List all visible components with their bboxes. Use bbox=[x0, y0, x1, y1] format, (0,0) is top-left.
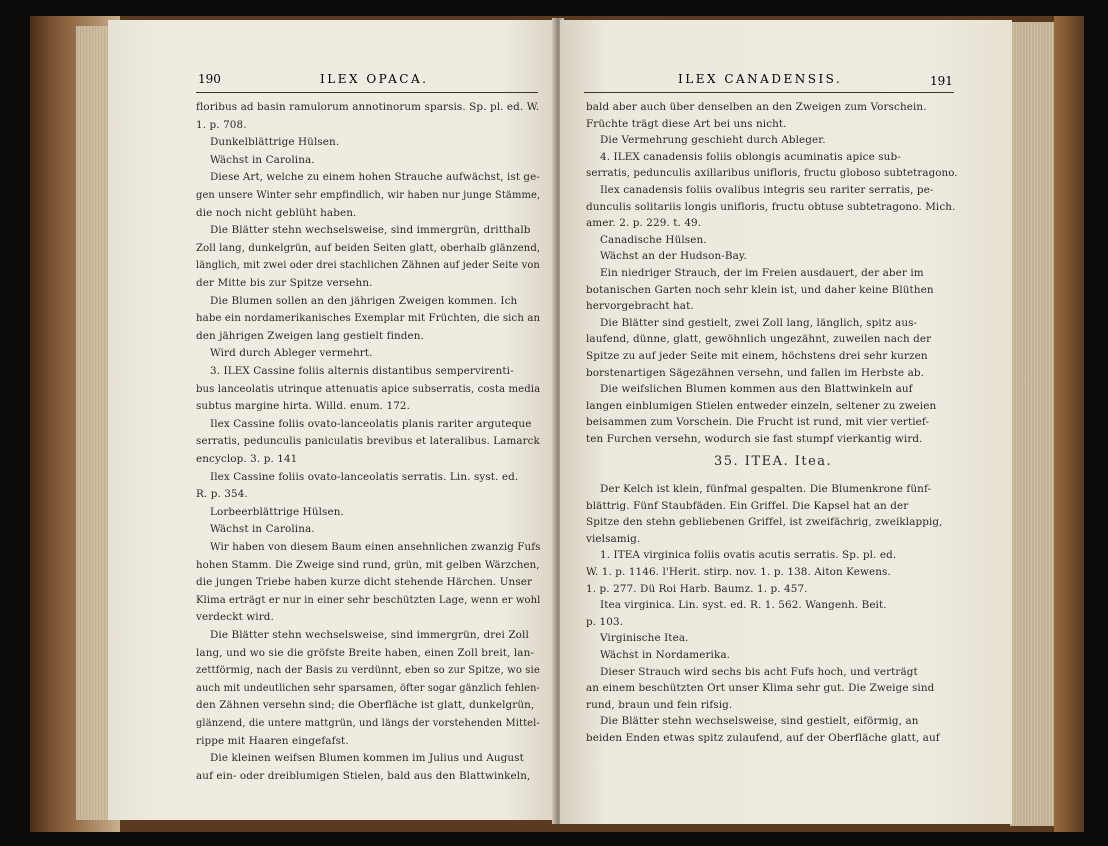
text-line: Die kleinen weifsen Blumen kommen im Julius und August bbox=[210, 752, 524, 765]
text-line: Wird durch Ableger vermehrt. bbox=[210, 347, 373, 360]
text-line: Ilex canadensis foliis ovalibus integris seu rariter serratis, pe- bbox=[600, 184, 934, 196]
text-line: hervorgebracht hat. bbox=[586, 300, 694, 313]
text-line: der Mitte bis zur Spitze versehn. bbox=[196, 277, 373, 289]
text-line: Die Blätter stehn wechselsweise, sind immergrün, drei Zoll bbox=[210, 629, 529, 641]
text-line: beisammen zum Vorschein. Die Frucht ist rund, mit vier vertief- bbox=[586, 416, 930, 429]
text-line: auf ein- oder dreiblumigen Stielen, bald aus den Blattwinkeln, bbox=[196, 769, 531, 782]
text-line: Ein niedriger Strauch, der im Freien ausdauert, der aber im bbox=[600, 267, 924, 279]
text-line: hohen Stamm. Die Zweige sind rund, grün, mit gelben Wärzchen, bbox=[196, 558, 540, 571]
left-page-number: 190 bbox=[198, 72, 221, 86]
text-line: laufend, dünne, glatt, gewöhnlich ungezähnt, zuweilen nach der bbox=[586, 333, 932, 346]
text-line: Die Blätter stehn wechselsweise, sind immergrün, dritthalb bbox=[210, 224, 531, 237]
text-line: 1. p. 708. bbox=[196, 118, 247, 131]
text-line: 3. ILEX Cassine foliis alternis distantibus sempervirenti- bbox=[210, 365, 514, 377]
section-heading: 35. ITEA. Itea. bbox=[714, 454, 833, 469]
text-line: W. 1. p. 1146. l'Herit. stirp. nov. 1. p. 138. Aiton Kewens. bbox=[586, 566, 891, 578]
text-line: serratis, pedunculis paniculatis brevibus et lateralibus. Lamarck bbox=[196, 435, 540, 448]
text-line: subtus margine hirta. Willd. enum. 172. bbox=[196, 400, 411, 413]
text-line: Wächst in Carolina. bbox=[210, 523, 315, 536]
text-line: zettförmig, nach der Basis zu verdünnt, eben so zur Spitze, wo sie bbox=[196, 664, 540, 677]
text-line: botanischen Garten noch sehr klein ist, und daher keine Blüthen bbox=[586, 283, 934, 296]
text-line: encyclop. 3. p. 141 bbox=[196, 453, 298, 465]
text-line: Ilex Cassine foliis ovato-lanceolatis serratis. Lin. syst. ed. bbox=[210, 470, 519, 483]
text-line: 1. ITEA virginica foliis ovatis acutis serratis. Sp. pl. ed. bbox=[600, 549, 897, 562]
text-line: den Zähnen versehn sind; die Oberfläche ist glatt, dunkelgrün, bbox=[196, 699, 535, 712]
left-running-title: ILEX OPACA. bbox=[320, 72, 429, 86]
text-line: Die Blumen sollen an den jährigen Zweigen kommen. Ich bbox=[210, 294, 518, 307]
text-line: Die weifslichen Blumen kommen aus den Blattwinkeln auf bbox=[600, 383, 913, 396]
book-cover-right bbox=[1054, 16, 1084, 832]
text-line: ten Furchen versehn, wodurch sie fast stumpf vierkantig wird. bbox=[586, 433, 923, 445]
text-line: Wächst in Nordamerika. bbox=[600, 649, 731, 661]
text-line: bald aber auch über denselben an den Zweigen zum Vorschein. bbox=[586, 101, 927, 113]
text-line: Dieser Strauch wird sechs bis acht Fufs hoch, und verträgt bbox=[600, 665, 918, 678]
right-running-title: ILEX CANADENSIS. bbox=[678, 72, 843, 86]
text-line: vielsamig. bbox=[586, 532, 641, 545]
text-line: Wächst in Carolina. bbox=[210, 153, 315, 166]
text-line: langen einblumigen Stielen entweder einzeln, seltener zu zweien bbox=[586, 399, 937, 412]
text-line: dunculis solitariis longis unifloris, fructu obtuse subtetragono. Mich. bbox=[586, 200, 956, 213]
text-line: Die Vermehrung geschieht durch Ableger. bbox=[600, 134, 826, 147]
right-page bbox=[560, 20, 1012, 824]
text-line: Der Kelch ist klein, fünfmal gespalten. Die Blumenkrone fünf- bbox=[600, 483, 932, 495]
text-line: Ilex Cassine foliis ovato-lanceolatis planis rariter arguteque bbox=[210, 417, 532, 430]
text-line: Die Blätter sind gestielt, zwei Zoll lang, länglich, spitz aus- bbox=[600, 316, 918, 329]
text-line: Itea virginica. Lin. syst. ed. R. 1. 562. Wangenh. Beit. bbox=[600, 599, 887, 612]
text-line: rund, braun und fein rifsig. bbox=[586, 698, 733, 711]
text-line: die noch nicht geblüht haben. bbox=[196, 206, 357, 219]
text-line: p. 103. bbox=[586, 615, 624, 628]
text-line: lang, und wo sie die gröfste Breite haben, einen Zoll breit, lan- bbox=[196, 646, 534, 659]
left-page bbox=[108, 20, 556, 820]
text-line: glänzend, die untere mattgrün, und längs der vorstehenden Mittel- bbox=[196, 717, 540, 729]
text-line: serratis, pedunculis axillaribus unifloris, fructu globoso subtetragono. bbox=[586, 167, 958, 180]
text-line: borstenartigen Sägezähnen versehn, und fallen im Herbste ab. bbox=[586, 366, 925, 379]
text-line: Früchte trägt diese Art bei uns nicht. bbox=[586, 117, 787, 130]
text-line: gen unsere Winter sehr empfindlich, wir haben nur junge Stämme, bbox=[196, 189, 541, 201]
text-line: 1. p. 277. Dü Roi Harb. Baumz. 1. p. 457. bbox=[586, 582, 808, 595]
text-line: Dunkelblättrige Hülsen. bbox=[210, 136, 340, 149]
text-line: den jährigen Zweigen lang gestielt finden. bbox=[196, 329, 424, 342]
right-header-rule bbox=[584, 92, 954, 93]
text-line: Canadische Hülsen. bbox=[600, 233, 707, 246]
text-line: bus lanceolatis utrinque attenuatis apice subserratis, costa media bbox=[196, 382, 541, 395]
text-line: Wir haben von diesem Baum einen ansehnlichen zwanzig Fufs bbox=[210, 541, 541, 553]
text-line: Die Blätter stehn wechselsweise, sind gestielt, eiförmig, an bbox=[600, 715, 919, 728]
text-line: blättrig. Fünf Staubfäden. Ein Griffel. Die Kapsel hat an der bbox=[586, 499, 909, 512]
text-line: Lorbeerblättrige Hülsen. bbox=[210, 505, 344, 518]
text-line: verdeckt wird. bbox=[196, 611, 274, 624]
text-line: Klima erträgt er nur in einer sehr beschützten Lage, wenn er wohl bbox=[196, 593, 541, 606]
right-page-number: 191 bbox=[930, 74, 953, 88]
text-line: habe ein nordamerikanisches Exemplar mit Früchten, die sich an bbox=[196, 312, 541, 325]
text-line: Spitze zu auf jeder Seite mit einem, höchstens drei sehr kurzen bbox=[586, 350, 928, 362]
text-line: floribus ad basin ramulorum annotinorum sparsis. Sp. pl. ed. W. bbox=[196, 101, 540, 113]
left-header-rule bbox=[196, 92, 538, 93]
text-line: rippe mit Haaren eingefafst. bbox=[196, 734, 349, 747]
text-line: Wächst an der Hudson-Bay. bbox=[600, 250, 747, 263]
text-line: Zoll lang, dunkelgrün, auf beiden Seiten glatt, oberhalb glänzend, bbox=[196, 241, 541, 254]
text-line: an einem beschützten Ort unser Klima sehr gut. Die Zweige sind bbox=[586, 682, 935, 695]
text-line: R. p. 354. bbox=[196, 488, 248, 501]
text-line: Virginische Itea. bbox=[600, 632, 689, 645]
text-line: amer. 2. p. 229. t. 49. bbox=[586, 217, 702, 230]
text-line: die jungen Triebe haben kurze dicht stehende Härchen. Unser bbox=[196, 576, 533, 589]
text-line: beiden Enden etwas spitz zulaufend, auf der Oberfläche glatt, auf bbox=[586, 732, 940, 744]
text-line: länglich, mit zwei oder drei stachlichen Zähnen auf jeder Seite von bbox=[196, 259, 540, 272]
text-line: 4. ILEX canadensis foliis oblongis acuminatis apice sub- bbox=[600, 150, 901, 163]
text-line: auch mit undeutlichen sehr sparsamen, öfter sogar gänzlich fehlen- bbox=[196, 681, 540, 694]
text-line: Spitze den stehn gebliebenen Griffel, ist zweifächrig, zweiklappig, bbox=[586, 516, 943, 529]
text-line: Diese Art, welche zu einem hohen Strauche aufwächst, ist ge- bbox=[210, 171, 540, 184]
